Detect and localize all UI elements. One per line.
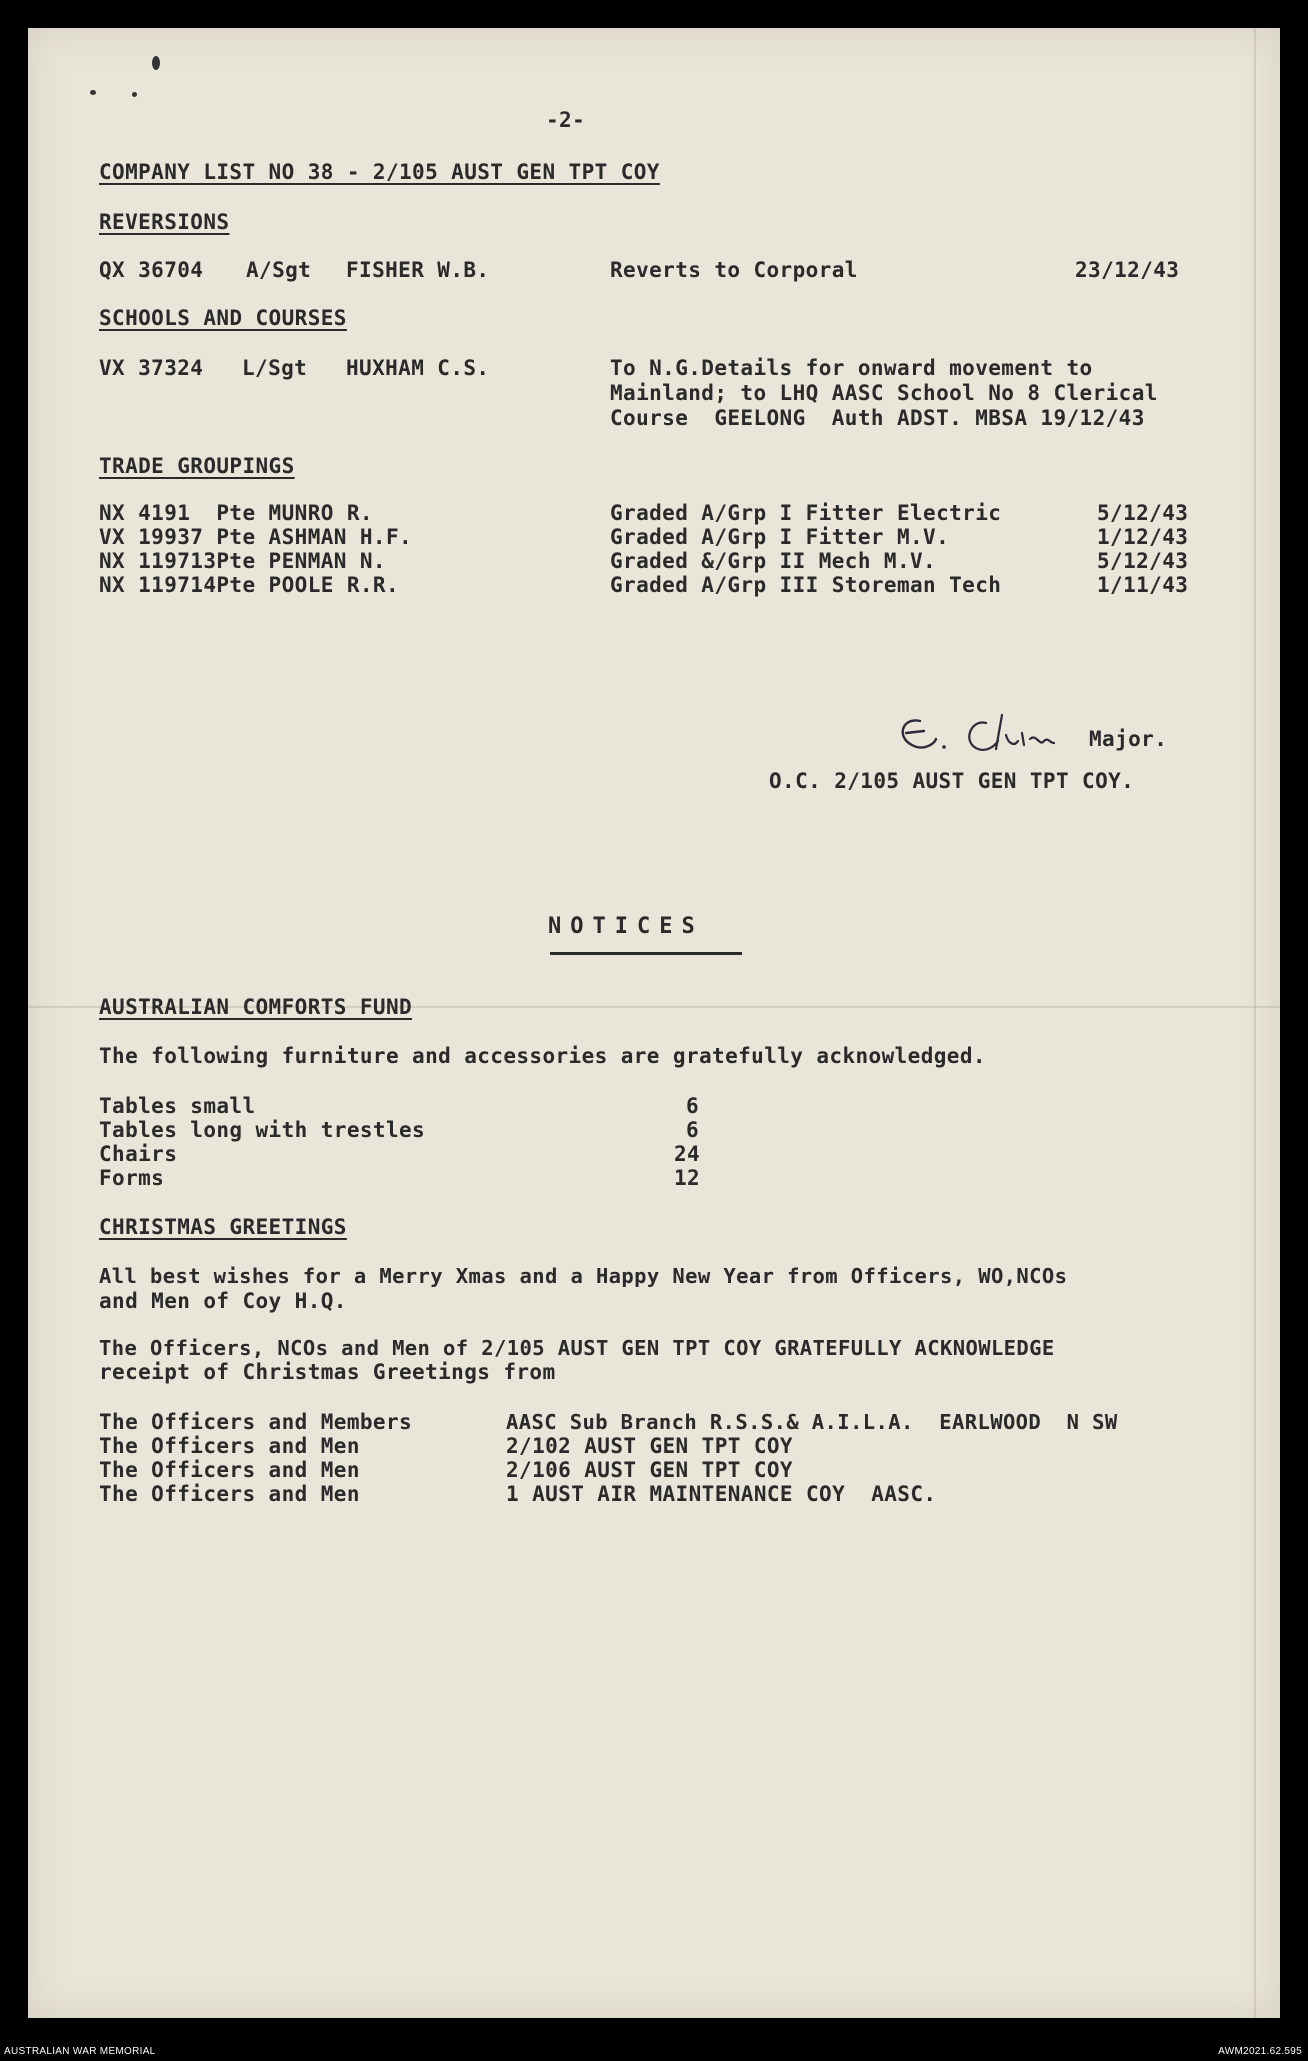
comforts-item-name: Forms: [99, 1166, 165, 1190]
comforts-heading: AUSTRALIAN COMFORTS FUND: [99, 995, 413, 1019]
handwritten-signature: [890, 703, 1120, 763]
comforts-item-name: Tables small: [99, 1094, 256, 1118]
christmas-ack: receipt of Christmas Greetings from: [99, 1360, 556, 1384]
trade-soldier: VX 19937 Pte ASHMAN H.F.: [99, 525, 413, 549]
school-detail-line: To N.G.Details for onward movement to: [610, 356, 1093, 380]
trade-grade: Graded A/Grp III Storeman Tech: [610, 573, 1002, 597]
trade-date: 1/12/43: [1097, 525, 1189, 549]
trade-date: 1/11/43: [1097, 573, 1189, 597]
trade-grade: Graded &/Grp II Mech M.V.: [610, 549, 937, 573]
reversions-heading: REVERSIONS: [99, 210, 230, 234]
comforts-item-name: Chairs: [99, 1142, 178, 1166]
comforts-intro: The following furniture and accessories are gratefully acknowledged.: [99, 1044, 986, 1068]
footer-archive-name: AUSTRALIAN WAR MEMORIAL: [4, 2046, 156, 2057]
ink-smudge: [90, 90, 96, 95]
trade-soldier: NX 119714Pte POOLE R.R.: [99, 573, 399, 597]
school-rank: L/Sgt: [242, 356, 308, 380]
reversion-date: 23/12/43: [1075, 258, 1180, 282]
school-detail-line: Course GEELONG Auth ADST. MBSA 19/12/43: [610, 406, 1145, 430]
schools-heading: SCHOOLS AND COURSES: [99, 306, 347, 330]
reversion-action: Reverts to Corporal: [610, 258, 858, 282]
christmas-wishes: All best wishes for a Merry Xmas and a Happy New Year from Officers, WO,NCOs: [99, 1264, 1068, 1288]
sender-from: The Officers and Men: [99, 1434, 360, 1458]
school-name: HUXHAM C.S.: [346, 356, 490, 380]
reversion-number: QX 36704: [99, 258, 204, 282]
ink-smudge: [132, 92, 137, 97]
sender-from: The Officers and Men: [99, 1458, 360, 1482]
reversion-rank: A/Sgt: [246, 258, 312, 282]
trade-date: 5/12/43: [1097, 549, 1189, 573]
christmas-heading: CHRISTMAS GREETINGS: [99, 1215, 347, 1239]
signature-rank: Major.: [1089, 727, 1168, 751]
comforts-item-qty: 6: [686, 1118, 700, 1142]
sender-unit: AASC Sub Branch R.S.S.& A.I.L.A. EARLWOOD N SW: [506, 1410, 1118, 1434]
christmas-wishes: and Men of Coy H.Q.: [99, 1289, 347, 1313]
ink-smudge: [152, 56, 160, 70]
sender-unit: 1 AUST AIR MAINTENANCE COY AASC.: [506, 1482, 937, 1506]
sender-from: The Officers and Men: [99, 1482, 360, 1506]
sender-from: The Officers and Members: [99, 1410, 413, 1434]
school-number: VX 37324: [99, 356, 204, 380]
trade-soldier: NX 119713Pte PENMAN N.: [99, 549, 386, 573]
comforts-item-qty: 6: [686, 1094, 700, 1118]
trade-grade: Graded A/Grp I Fitter M.V.: [610, 525, 950, 549]
comforts-item-qty: 12: [674, 1166, 701, 1190]
sender-unit: 2/102 AUST GEN TPT COY: [506, 1434, 793, 1458]
trade-date: 5/12/43: [1097, 501, 1189, 525]
notices-heading: NOTICES: [548, 914, 704, 939]
notices-underline: [550, 952, 742, 955]
christmas-ack: The Officers, NCOs and Men of 2/105 AUST GEN TPT COY GRATEFULLY ACKNOWLEDGE: [99, 1336, 1055, 1360]
signature-title: O.C. 2/105 AUST GEN TPT COY.: [769, 769, 1135, 793]
reversion-name: FISHER W.B.: [346, 258, 490, 282]
trade-soldier: NX 4191 Pte MUNRO R.: [99, 501, 373, 525]
document-page: [28, 28, 1280, 2018]
comforts-item-name: Tables long with trestles: [99, 1118, 426, 1142]
trade-groupings-heading: TRADE GROUPINGS: [99, 454, 295, 478]
page-number: -2-: [546, 108, 586, 132]
trade-grade: Graded A/Grp I Fitter Electric: [610, 501, 1002, 525]
fold-line: [1254, 28, 1256, 2018]
company-list-title: COMPANY LIST NO 38 - 2/105 AUST GEN TPT COY: [99, 160, 660, 184]
footer-accession-number: AWM2021.62.595: [1218, 2046, 1302, 2057]
school-detail-line: Mainland; to LHQ AASC School No 8 Clerical: [610, 381, 1158, 405]
sender-unit: 2/106 AUST GEN TPT COY: [506, 1458, 793, 1482]
comforts-item-qty: 24: [674, 1142, 701, 1166]
